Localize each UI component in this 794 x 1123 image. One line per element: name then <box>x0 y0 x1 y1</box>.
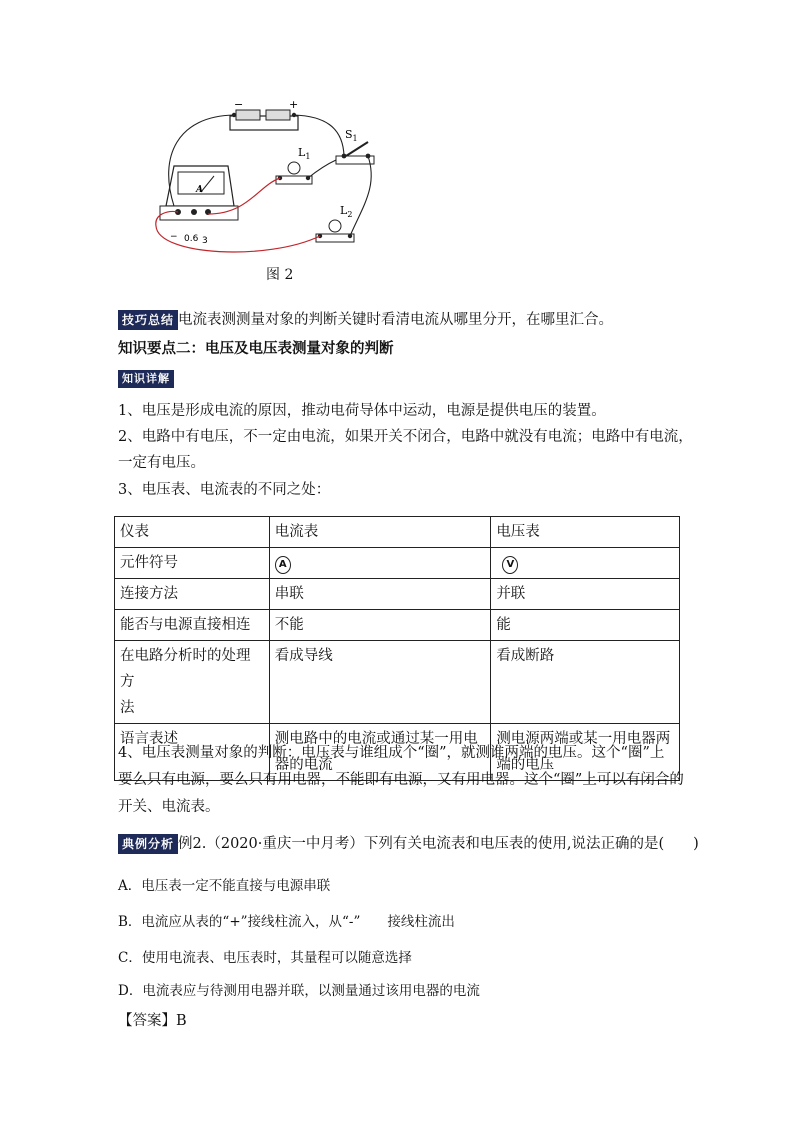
section2-heading: 知识要点二：电压及电压表测量对象的判断 <box>118 340 394 357</box>
option-b: B．电流应从表的“+”接线柱流入，从“-” 接线柱流出 <box>118 914 455 930</box>
terminal-minus-label: − <box>170 232 178 242</box>
tip-tag: 技巧总结 <box>118 310 178 330</box>
wire-black-4 <box>308 160 336 178</box>
table-row <box>115 641 680 724</box>
paragraph-1: 1、电压是形成电流的原因，推动电荷导体中运动，电源是提供电压的装置。 <box>118 403 606 419</box>
switch-s1 <box>336 142 374 164</box>
cell-line: 端的电压 <box>496 757 555 773</box>
table-row <box>115 517 680 548</box>
switch-label: $S_1$ <box>345 128 358 143</box>
table-cell: 并联 <box>491 579 680 610</box>
paragraph-4a: 4、电压表测量对象的判断：电压表与谁组成个“圈”，就测谁两端的电压。这个“圈”上 <box>118 745 665 761</box>
ammeter-letter: A <box>196 185 203 195</box>
table-cell <box>115 641 270 724</box>
paragraph-4b: 要么只有电源，要么只有用电器，不能即有电源，又有用电器。这个“圈”上可以有闭合的 <box>118 772 684 788</box>
tip-line <box>118 310 613 330</box>
lamp2-label: $L_2$ <box>340 204 353 219</box>
tip-text: 电流表测测量对象的判断关键时看清电流从哪里分开，在哪里汇合。 <box>178 312 614 328</box>
option-c: C．使用电流表、电压表时，其量程可以随意选择 <box>118 950 412 966</box>
paragraph-3: 3、电压表、电流表的不同之处： <box>118 482 331 498</box>
option-a: A．电压表一定不能直接与电源串联 <box>118 878 331 894</box>
circuit-diagram <box>148 96 408 256</box>
knowledge-tag: 知识详解 <box>118 370 174 388</box>
cell-line: 法 <box>120 700 135 716</box>
cell-line: 测电路中的电流或通过某一用电 <box>274 731 478 747</box>
cell-line: 测电源两端或某一用电器两 <box>496 731 671 747</box>
table-cell: 能 <box>491 610 680 641</box>
paragraph-2a: 2、电路中有电压，不一定由电流，如果开关不闭合，电路中就没有电流；电路中有电流， <box>118 429 693 445</box>
paragraph-4c: 开关、电流表。 <box>118 799 220 815</box>
table-cell: 能否与电源直接相连 <box>115 610 270 641</box>
wire-black-3 <box>350 156 371 236</box>
figure-caption: 图 2 <box>266 267 294 283</box>
lamp-l2 <box>316 220 354 242</box>
table-cell: 元件符号 <box>115 548 270 579</box>
terminal-06-label: 0.6 <box>184 234 199 244</box>
battery <box>230 110 298 130</box>
table-cell: 连接方法 <box>115 579 270 610</box>
table-header-cell: 电压表 <box>491 517 680 548</box>
battery-plus-label: + <box>289 98 299 111</box>
table-cell: 语言表述 <box>115 724 270 781</box>
table-cell: 看成断路 <box>491 641 680 724</box>
paragraph-2b: 一定有电压。 <box>118 455 205 471</box>
lamp-l1 <box>276 162 312 184</box>
terminal-3-label: 3 <box>202 236 208 246</box>
cell-line: 器的电流 <box>274 757 333 773</box>
example-tag: 典例分析 <box>118 834 178 854</box>
battery-minus-label: − <box>234 98 244 111</box>
cell-line: 在电路分析时的处理方 <box>120 648 251 690</box>
example-question: 例2.（2020·重庆一中月考）下列有关电流表和电压表的使用,说法正确的是( ) <box>178 836 699 852</box>
table-cell: 看成导线 <box>269 641 491 724</box>
ammeter-symbol-icon: A <box>275 556 291 574</box>
table-cell: 串联 <box>269 579 491 610</box>
table-cell <box>491 548 680 579</box>
comparison-table <box>114 516 680 781</box>
lamp1-label: $L_1$ <box>298 146 311 161</box>
table-row <box>115 579 680 610</box>
table-cell <box>269 548 491 579</box>
table-header-cell: 电流表 <box>269 517 491 548</box>
example-line <box>118 834 699 854</box>
table-cell: 不能 <box>269 610 491 641</box>
table-row <box>115 548 680 579</box>
table-row <box>115 610 680 641</box>
option-d: D．电流表应与待测用电器并联，以测量通过该用电器的电流 <box>118 983 480 999</box>
voltmeter-symbol-icon: V <box>502 556 518 574</box>
table-header-cell: 仪表 <box>115 517 270 548</box>
section2-tag-row <box>118 368 174 388</box>
answer: 【答案】B <box>118 1013 187 1029</box>
